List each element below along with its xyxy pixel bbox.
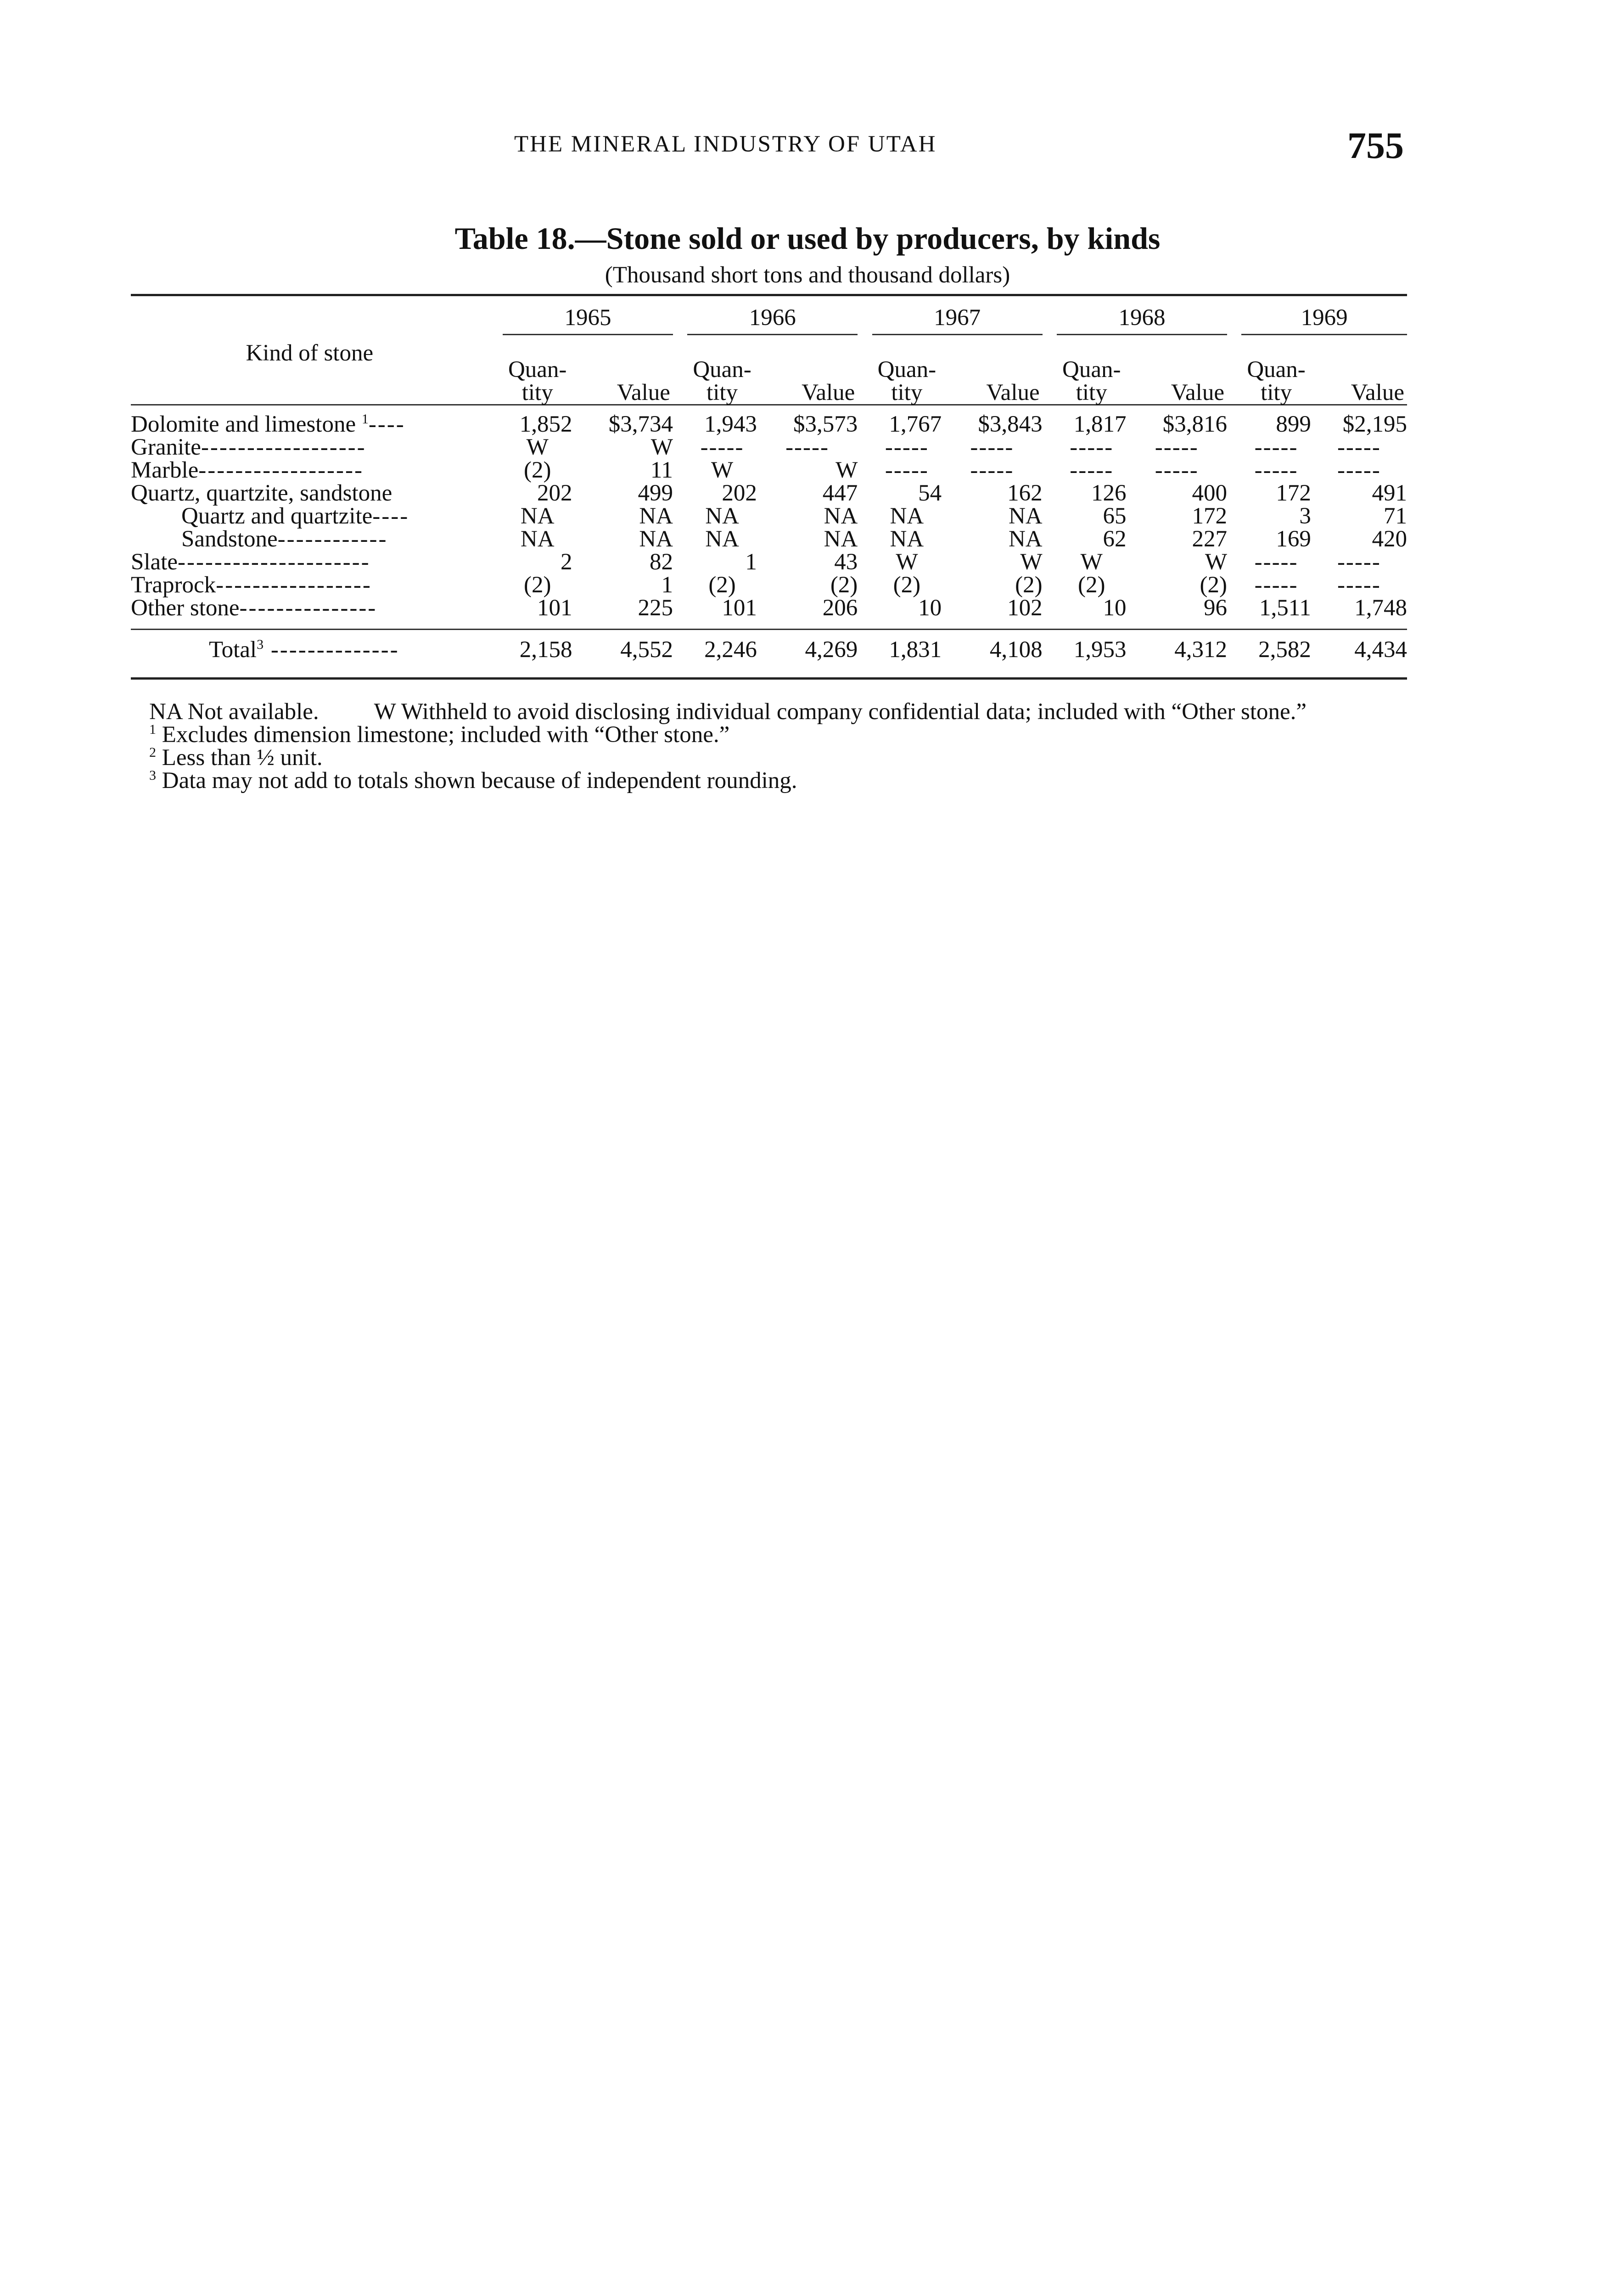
quantity-cell: 1,817 (1073, 411, 1127, 437)
quantity-cell: (2) (1078, 572, 1105, 598)
value-cell: NA (1008, 503, 1043, 529)
kind-column-header: Kind of stone (246, 340, 374, 366)
value-cell: 172 (1192, 503, 1227, 529)
year-header: 1968 (1057, 302, 1227, 335)
value-cell: NA (639, 503, 673, 529)
year-header: 1967 (872, 302, 1043, 335)
quantity-header: Quan- tity (1062, 357, 1121, 405)
quantity-header: Quan- tity (1247, 357, 1306, 405)
year-header-row (131, 302, 1407, 335)
value-cell: ----- (1155, 457, 1199, 483)
table-notes (131, 700, 1407, 792)
value-cell: $3,573 (793, 411, 858, 437)
quantity-cell: 10 (918, 595, 942, 621)
value-cell: (2) (830, 572, 858, 598)
kind-of-stone-cell: Slate--------------------- (131, 549, 370, 575)
quantity-cell: 3 (1299, 503, 1311, 529)
value-header: Value (986, 380, 1040, 405)
value-cell: $3,843 (978, 411, 1043, 437)
quantity-cell: ----- (1254, 549, 1298, 575)
kind-of-stone-cell: Granite------------------ (131, 434, 366, 460)
table-title: Table 18.—Stone sold or used by producers, by kinds (454, 221, 1161, 256)
total-cell: 4,434 (1354, 636, 1407, 663)
quantity-header: Quan- tity (877, 357, 936, 405)
page-number: 755 (1347, 124, 1404, 166)
value-cell: NA (1008, 526, 1043, 552)
value-cell: ----- (1337, 572, 1381, 598)
value-cell: 162 (1007, 480, 1043, 506)
value-cell: 420 (1372, 526, 1407, 552)
quantity-cell: NA (890, 526, 924, 552)
value-cell: 491 (1372, 480, 1407, 506)
quantity-cell: NA (520, 503, 555, 529)
value-cell: ----- (785, 434, 829, 460)
total-cell: 4,269 (805, 636, 858, 663)
year-header: 1965 (503, 302, 673, 335)
quantity-cell: (2) (708, 572, 736, 598)
table-row (131, 574, 1407, 597)
quantity-cell: ----- (700, 434, 744, 460)
running-head: THE MINERAL INDUSTRY OF UTAH (514, 131, 937, 157)
value-cell: W (1205, 549, 1227, 575)
kind-of-stone-cell: Sandstone------------ (181, 526, 388, 552)
quantity-cell: ----- (1070, 434, 1114, 460)
quantity-cell: ----- (885, 457, 929, 483)
value-header: Value (617, 380, 670, 405)
value-cell: ----- (1337, 457, 1381, 483)
total-cell: 1,953 (1073, 636, 1127, 663)
value-cell: W (650, 434, 673, 460)
value-cell: NA (824, 526, 858, 552)
na-note: NA Not available. (149, 699, 319, 725)
table-row (131, 528, 1407, 551)
value-cell: ----- (1337, 549, 1381, 575)
total-cell: 4,312 (1174, 636, 1227, 663)
table-row (131, 505, 1407, 528)
value-cell: 225 (638, 595, 673, 621)
value-cell: ----- (1337, 434, 1381, 460)
value-cell: 447 (822, 480, 858, 506)
value-cell: $2,195 (1342, 411, 1407, 437)
value-cell: (2) (1015, 572, 1043, 598)
total-separator-rule (131, 619, 1407, 630)
quantity-cell: 169 (1276, 526, 1311, 552)
table-row (131, 413, 1407, 436)
value-cell: $3,816 (1162, 411, 1227, 437)
value-cell: 43 (834, 549, 858, 575)
kind-of-stone-cell: Quartz and quartzite---- (181, 503, 409, 529)
kind-of-stone-cell: Other stone--------------- (131, 595, 377, 621)
quantity-cell: ----- (1070, 457, 1114, 483)
value-cell: 82 (649, 549, 673, 575)
total-cell: 4,552 (620, 636, 673, 663)
value-cell: W (836, 457, 858, 483)
kind-of-stone-cell: Traprock----------------- (131, 572, 372, 598)
value-cell: 11 (650, 457, 673, 483)
total-label: Total$^3$ -------------- (209, 636, 399, 663)
table-row (131, 597, 1407, 619)
w-note: W Withheld to avoid disclosing individual company confidential data; included with “Other stone.” (374, 699, 1307, 725)
table-row (131, 459, 1407, 482)
value-cell: 1 (661, 572, 673, 598)
quantity-cell: (2) (523, 457, 551, 483)
total-cell: 4,108 (989, 636, 1043, 663)
value-header: Value (1351, 380, 1404, 405)
footnote: $^3$ Data may not add to totals shown because of independent rounding. (149, 768, 797, 793)
year-header: 1966 (687, 302, 858, 335)
quantity-cell: NA (890, 503, 924, 529)
value-cell: W (1020, 549, 1043, 575)
stone-table (131, 294, 1407, 680)
quantity-cell: 101 (722, 595, 757, 621)
value-cell: 227 (1192, 526, 1227, 552)
table-row (131, 482, 1407, 505)
table-top-rule (131, 295, 1407, 302)
total-cell: 2,582 (1258, 636, 1311, 663)
stone-table-body (131, 413, 1407, 619)
quantity-cell: (2) (893, 572, 921, 598)
value-cell: ----- (970, 457, 1014, 483)
value-cell: 96 (1203, 595, 1227, 621)
value-cell: $3,734 (608, 411, 673, 437)
value-header: Value (1171, 380, 1224, 405)
total-cell: 2,158 (519, 636, 572, 663)
quantity-cell: NA (705, 526, 739, 552)
quantity-cell: 1,852 (519, 411, 572, 437)
value-cell: 1,748 (1354, 595, 1407, 621)
quantity-cell: 54 (918, 480, 942, 506)
table-bottom-rule (131, 669, 1407, 679)
total-cell: 1,831 (889, 636, 942, 663)
quantity-cell: 1,511 (1259, 595, 1311, 621)
abbreviation-note (131, 700, 1407, 723)
quantity-header: Quan- tity (693, 357, 751, 405)
quantity-cell: 10 (1103, 595, 1127, 621)
quantity-cell: 1,767 (889, 411, 942, 437)
quantity-cell: 2 (560, 549, 572, 575)
value-cell: 102 (1007, 595, 1043, 621)
quantity-cell: 62 (1103, 526, 1127, 552)
quantity-cell: ----- (1254, 457, 1298, 483)
quantity-cell: 899 (1276, 411, 1311, 437)
quantity-cell: 101 (537, 595, 572, 621)
kind-of-stone-cell: Marble------------------ (131, 457, 364, 483)
kind-of-stone-cell: Quartz, quartzite, sandstone (131, 480, 393, 506)
value-cell: 499 (638, 480, 673, 506)
quantity-cell: 126 (1091, 480, 1127, 506)
footnote: $^2$ Less than ½ unit. (149, 745, 323, 771)
quantity-cell: W (1080, 549, 1103, 575)
kind-of-stone-cell: Dolomite and limestone $^1$---- (131, 411, 405, 437)
total-row (131, 630, 1407, 670)
quantity-cell: NA (520, 526, 555, 552)
value-cell: ----- (970, 434, 1014, 460)
total-cell: 2,246 (704, 636, 757, 663)
quantity-cell: ----- (885, 434, 929, 460)
table-row (131, 551, 1407, 574)
table-subtitle: (Thousand short tons and thousand dollars) (605, 262, 1010, 288)
quantity-cell: 172 (1276, 480, 1311, 506)
footnote: $^1$ Excludes dimension limestone; included with “Other stone.” (149, 722, 730, 748)
quantity-cell: 1 (745, 549, 757, 575)
year-header: 1969 (1241, 302, 1407, 335)
quantity-cell: 1,943 (704, 411, 757, 437)
value-cell: NA (639, 526, 673, 552)
quantity-cell: 65 (1103, 503, 1127, 529)
table-row (131, 436, 1407, 459)
quantity-cell: ----- (1254, 434, 1298, 460)
quantity-cell: NA (705, 503, 739, 529)
quantity-cell: 202 (722, 480, 757, 506)
value-cell: 71 (1384, 503, 1407, 529)
quantity-cell: (2) (523, 572, 551, 598)
value-cell: NA (824, 503, 858, 529)
quantity-cell: W (896, 549, 918, 575)
quantity-cell: W (711, 457, 734, 483)
quantity-cell: ----- (1254, 572, 1298, 598)
value-cell: 400 (1192, 480, 1227, 506)
quantity-cell: 202 (537, 480, 572, 506)
quantity-header: Quan- tity (508, 357, 567, 405)
stone-table-container (131, 294, 1407, 680)
value-header: Value (802, 380, 855, 405)
quantity-cell: W (526, 434, 549, 460)
value-cell: 206 (822, 595, 858, 621)
value-cell: (2) (1200, 572, 1227, 598)
value-cell: ----- (1155, 434, 1199, 460)
